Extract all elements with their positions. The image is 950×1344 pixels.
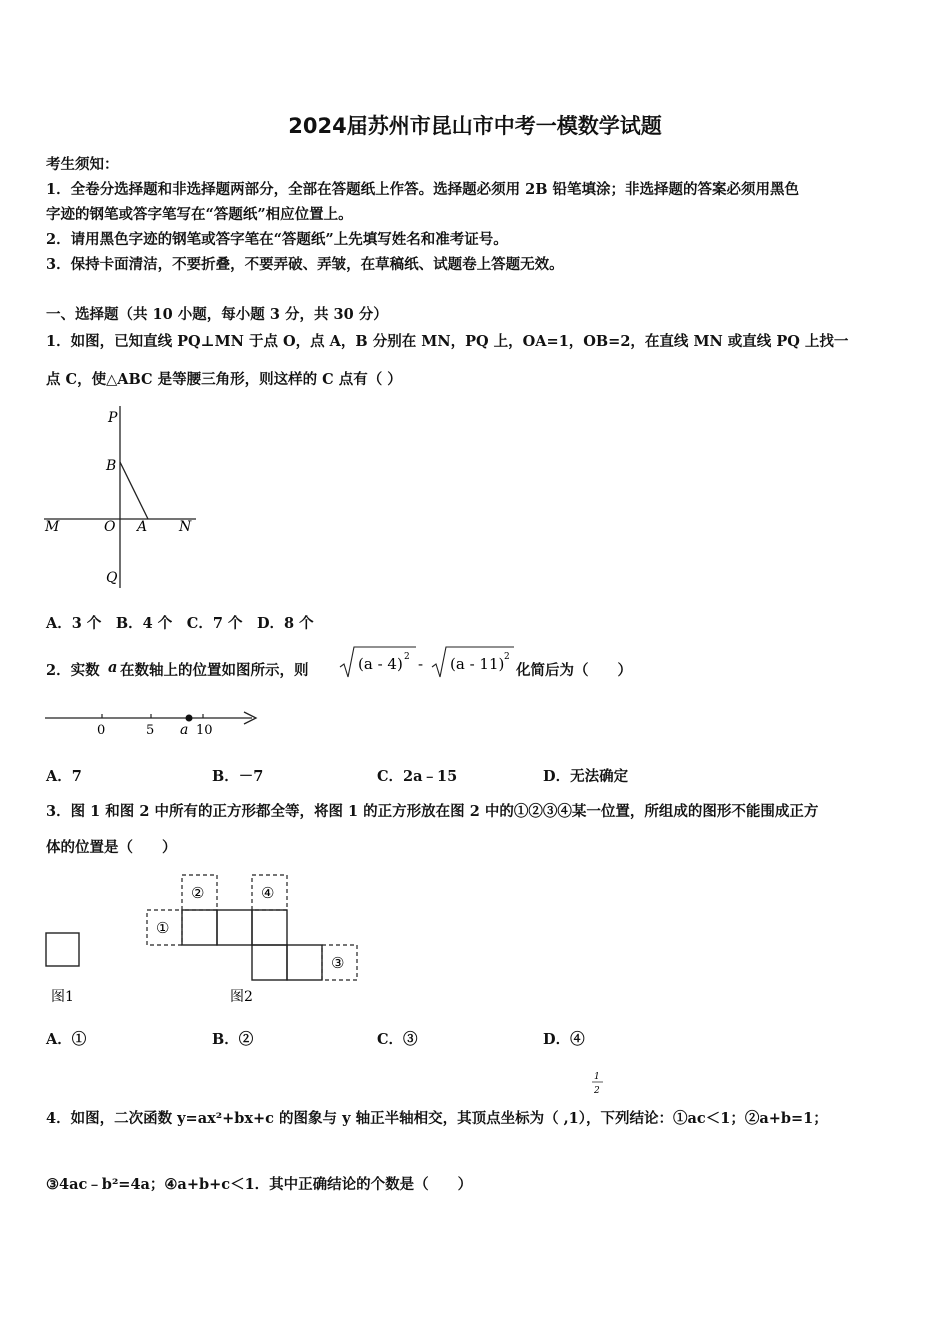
point-a	[186, 715, 193, 722]
position-1-label: ①	[156, 919, 170, 937]
notice-line-1a: 1．全卷分选择题和非选择题两部分，全部在答题纸上作答。选择题必须用 2B 铅笔填涂；非选择题的答案必须用黑色	[46, 181, 800, 198]
expr-2: (a - 11)	[450, 655, 505, 673]
q1-line-2: 点 C，使△ABC 是等腰三角形，则这样的 C 点有（ ）	[46, 371, 402, 388]
q2-option-b: B．－7	[212, 768, 264, 785]
q2-middle: 在数轴上的位置如图所示，则	[120, 662, 309, 679]
figure-1-square	[46, 933, 79, 966]
q3-line-1: 3．图 1 和图 2 中所有的正方形都全等，将图 1 的正方形放在图 2 中的①②③④某一位置，所组成的图形不能围成正方	[46, 803, 819, 820]
fraction-numerator: 1	[594, 1072, 600, 1082]
position-2-label: ②	[191, 884, 205, 902]
q2-option-a: A．7	[46, 768, 82, 785]
q3-line-2: 体的位置是（ ）	[46, 839, 177, 856]
minus-sign: -	[418, 655, 424, 673]
tick-label-0: 0	[97, 723, 106, 738]
q4-line-1: 4．如图，二次函数 y=ax²+bx+c 的图象与 y 轴正半轴相交，其顶点坐标为（ ,1），下列结论：①ac＜1；②a+b=1；	[46, 1110, 828, 1127]
figure-2-label: 图2	[230, 989, 253, 1005]
q3-option-c: C．③	[377, 1031, 418, 1048]
expr-1: (a - 4)	[358, 655, 403, 673]
q2-option-c: C．2a﹣15	[377, 768, 458, 785]
q2-suffix: 化简后为（ ）	[516, 662, 632, 679]
net-square	[182, 910, 217, 945]
number-line	[40, 706, 266, 740]
tick-label-10: 10	[196, 723, 213, 738]
net-square	[287, 945, 322, 980]
q2-option-d: D．无法确定	[543, 768, 629, 785]
tick-label-5: 5	[146, 723, 155, 738]
q1-figure	[40, 404, 200, 590]
position-3-label: ③	[331, 954, 345, 972]
q3-figures	[40, 870, 370, 1012]
notice-heading: 考生须知：	[46, 156, 119, 173]
segment-ab	[120, 462, 148, 519]
net-square	[252, 910, 287, 945]
label-a: A	[137, 519, 148, 535]
q2-prefix: 2．实数	[46, 662, 100, 679]
fraction-denominator: 2	[594, 1086, 600, 1096]
label-q: Q	[106, 570, 118, 586]
q2-expression	[338, 643, 514, 683]
tick-label-a: a	[180, 722, 189, 738]
label-m: M	[45, 519, 60, 535]
fraction-half	[590, 1068, 606, 1098]
q3-option-b: B．②	[212, 1031, 254, 1048]
label-o: O	[104, 519, 116, 535]
q3-option-a: A．①	[46, 1031, 87, 1048]
sup-2: 2	[504, 652, 510, 662]
label-b: B	[106, 458, 117, 474]
sup-1: 2	[404, 652, 410, 662]
q1-options: A．3 个 B．4 个 C．7 个 D．8 个	[46, 615, 314, 632]
page-title: 2024届苏州市昆山市中考一模数学试题	[288, 114, 662, 138]
notice-line-3: 3．保持卡面清洁，不要折叠，不要弄破、弄皱，在草稿纸、试题卷上答题无效。	[46, 256, 564, 273]
notice-line-2: 2．请用黑色字迹的钢笔或答字笔在“答题纸”上先填写姓名和准考证号。	[46, 231, 508, 248]
notice-line-1b: 字迹的钢笔或答字笔写在“答题纸”相应位置上。	[46, 206, 353, 223]
q4-line-2: ③4ac﹣b²=4a；④a+b+c＜1．其中正确结论的个数是（ ）	[46, 1176, 473, 1193]
label-p: P	[108, 410, 118, 426]
figure-1-label: 图1	[51, 989, 74, 1005]
position-4-label: ④	[261, 884, 275, 902]
section-heading: 一、选择题（共 10 小题，每小题 3 分，共 30 分）	[46, 306, 388, 323]
label-n: N	[179, 519, 192, 535]
q3-option-d: D．④	[543, 1031, 585, 1048]
net-square	[217, 910, 252, 945]
q1-line-1: 1．如图，已知直线 PQ⊥MN 于点 O，点 A，B 分别在 MN，PQ 上，OA=1，OB=2，在直线 MN 或直线 PQ 上找一	[46, 333, 849, 350]
q2-var: a	[108, 659, 118, 676]
net-square	[252, 945, 287, 980]
